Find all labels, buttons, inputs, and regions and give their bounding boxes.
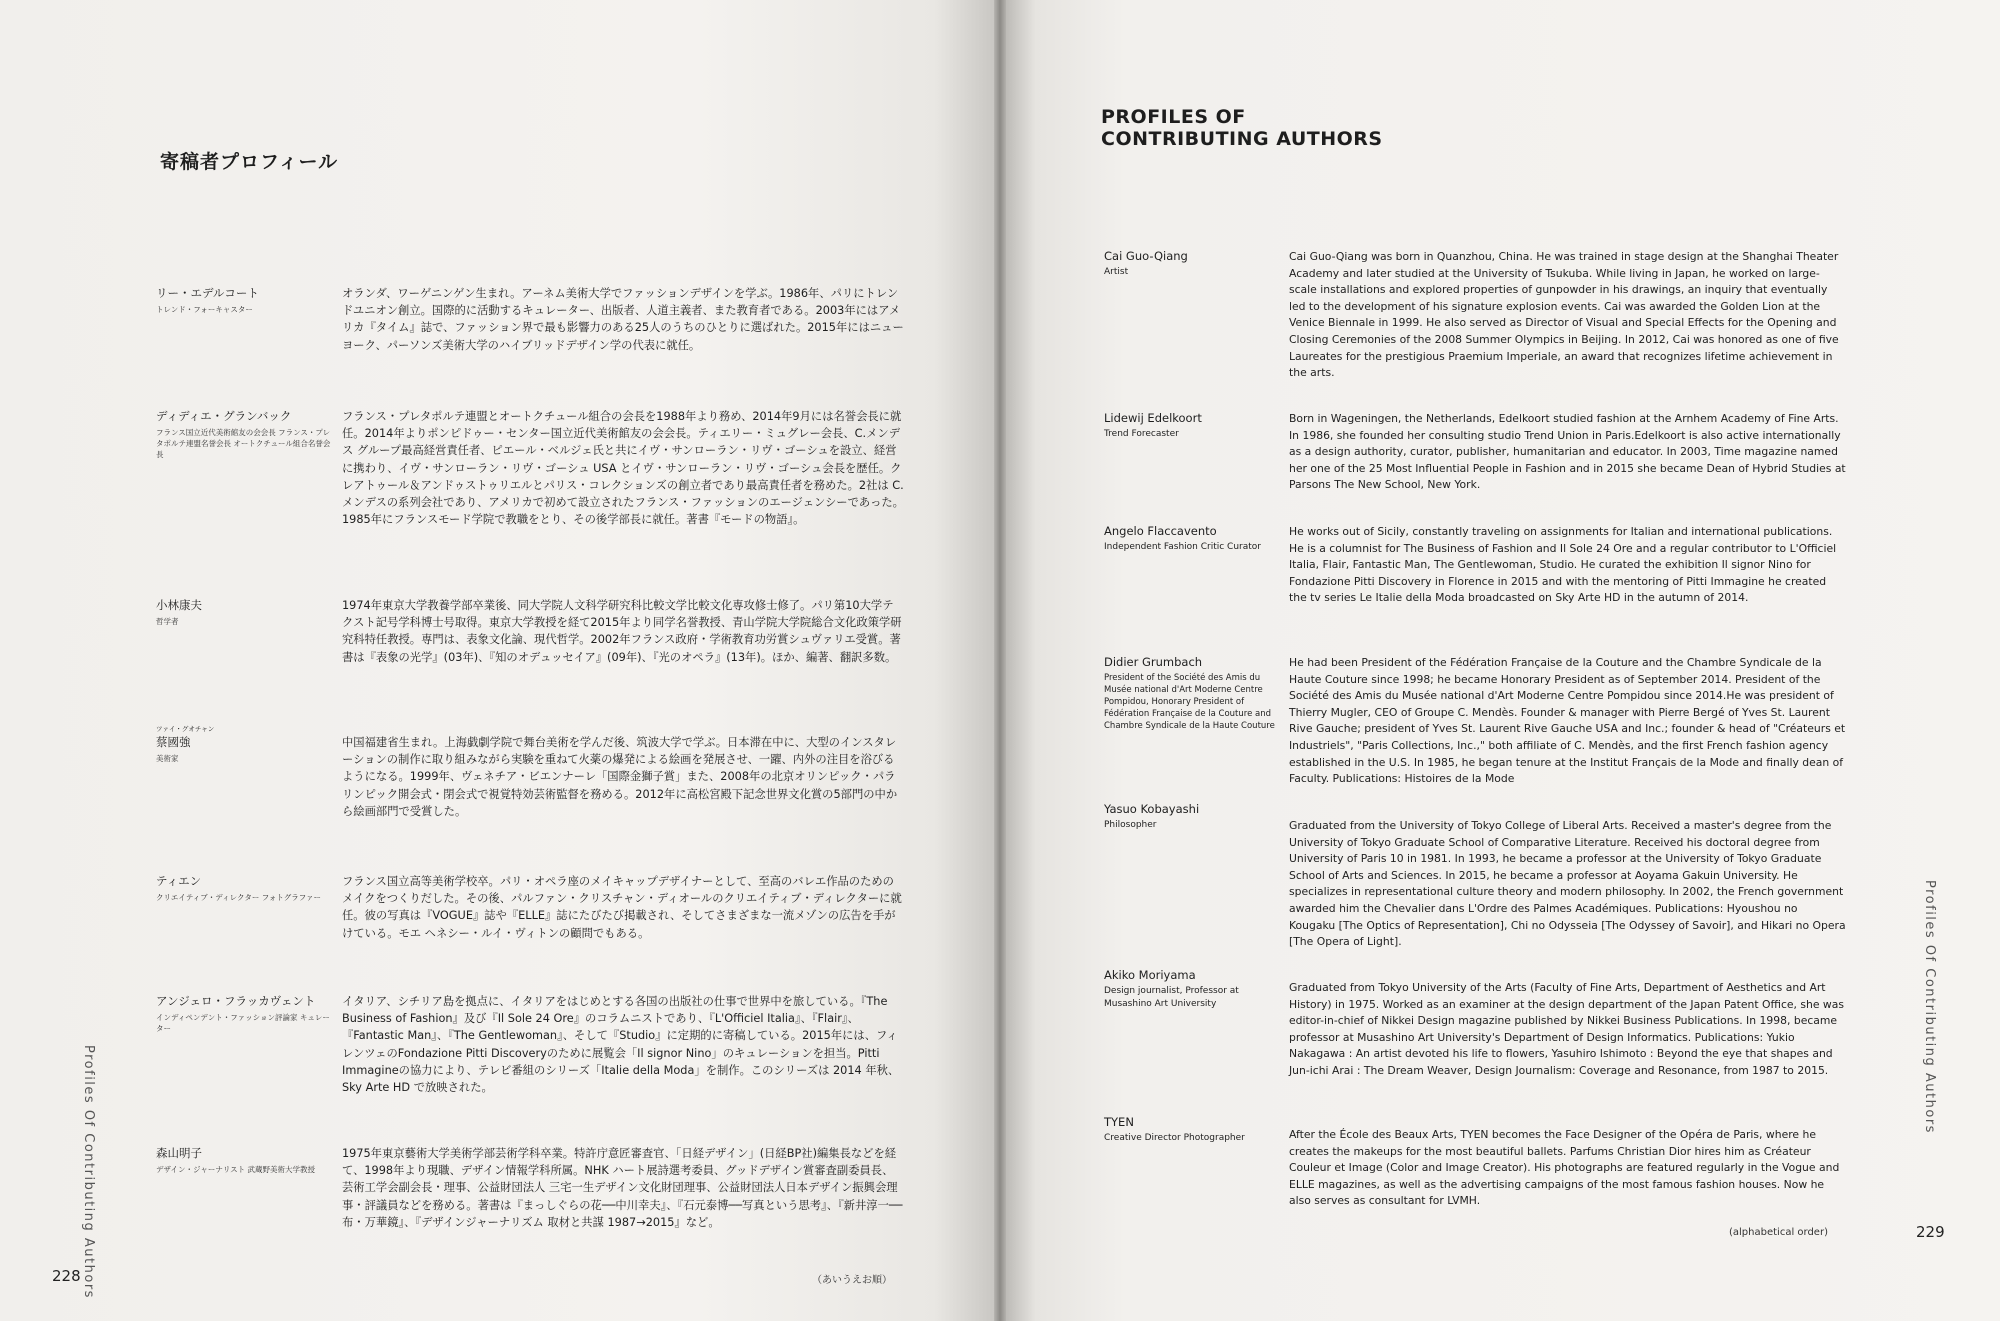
en-entry-name: Lidewij Edelkoort [1104,411,1202,425]
jp-entry-name: 小林康夫 [156,598,202,612]
en-entry-name: Akiko Moriyama [1104,968,1196,982]
en-entry-bio: Cai Guo-Qiang was born in Quanzhou, China. He was trained in stage design at the Shanghai Theater Academy and later studied at the University of Tsukuba. While living in Japan, he worked on large-scale installations and explored properties of gunpowder in his drawings, an inquiry that eventually led to the development of his signature explosion events. Cai was awarded the Golden Lion at the Venice Biennale in 1999. He also served as Director of Visual and Special Effects for the Opening and Closing Ceremonies of the 2008 Summer Olympics in Beijing. In 2012, Cai was honored as one of five Laureates for the prestigious Praemium Imperiale, an award that recognizes lifetime achievement in the arts. [1289,250,1839,380]
english-page-title [1101,106,1383,150]
en-entry-name: Yasuo Kobayashi [1104,802,1200,816]
jp-entry-name-ruby: ツァイ・グオチャン [156,725,215,733]
jp-entry-name: ティエン [156,874,202,888]
jp-entry-bio: 1974年東京大学教養学部卒業後、同大学院人文科学研究科比較文学比較文化専攻修士修了。パリ第10大学テクスト記号学科博士号取得。東京大学教授を経て2015年より同学名誉教授、青山学院大学院総合文化政策学研究科特任教授。専門は、表象文化論、現代哲学。2002年フランス政府・学術教育功労賞シュヴァリエ受賞。著書は『表象の光学』(03年)、『知のオデュッセイア』(09年)、『光のオペラ』(13年)。ほか、編著、翻訳多数。 [342,599,902,664]
jp-entry-name: ディディエ・グランバック [156,409,292,423]
en-entry-role: Independent Fashion Critic Curator [1104,542,1261,552]
en-entry-role: Artist [1104,267,1129,277]
jp-entry-role: デザイン・ジャーナリスト 武蔵野美術大学教授 [156,1165,316,1174]
japanese-page-title: 寄稿者プロフィール [160,151,339,173]
left-page-number: 228 [52,1267,81,1285]
en-entry-role: Creative Director Photographer [1104,1133,1245,1143]
en-entry-bio: Graduated from Tokyo University of the Arts (Faculty of Fine Arts, Department of Aesthetics and Art History) in 1975. Worked as an examiner at the design department of the Japan Patent Office, she was editor-in-chief of Nikkei Design magazine published by Nikkei Business Publications. In 1998, became professor at Musashino Art University's Department of Design Informatics. Publications: Yukio Nakagawa : An artist devoted his life to flowers, Yasuhiro Ishimoto : Beyond the eye that shapes and Jun-ichi Arai : The Dream Weaver, Design Journalism: Coverage and Resonance, from 1987 to 2015. [1289,981,1844,1077]
jp-entry-role: フランス国立近代美術館友の会会長 フランス・プレタポルテ連盟名誉会長 オートクチュール組合名誉会長 [156,428,331,459]
en-entry-role: Design journalist, Professor at Musashino Art University [1104,986,1239,1009]
jp-entry-bio: フランス・プレタポルテ連盟とオートクチュール組合の会長を1988年より務め、2014年9月には名誉会長に就任。2014年よりポンピドゥー・センター国立近代美術館友の会会長。ティエリー・ミュグレー会長、C.メンデス グループ最高経営責任者、ピエール・ベルジェ氏と共にイヴ・サンローラン・リヴ・ゴーシュを設立、経営に携わり、イヴ・サンローラン・リヴ・ゴーシュ USA とイヴ・サンローラン・リヴ・ゴーシュ会長を歴任。クレアトゥール＆アンドゥストゥリエルとパリス・コレクションズの創立者であり最高責任者を務めた。2社は C.メンデスの系列会社であり、アメリカで初めて設立されたフランス・ファッションのエージェンシーであった。1985年にフランスモード学院で教職をとり、その後学部長に就任。著書『モードの物語』。 [342,410,904,527]
en-entry-bio: After the École des Beaux Arts, TYEN becomes the Face Designer of the Opéra de Paris, where he creates the makeups for the most beautiful ballets. Parfums Christian Dior hires him as Créateur Couleur et Image (Color and Image Creator). His photographs are featured regularly in the Vogue and ELLE magazines, as well as the advertising campaigns of the most famous fashion houses. Now he also serves as consultant for LVMH. [1289,1128,1840,1208]
left-side-running-label: Profiles Of Contributing Authors [81,1045,96,1299]
title-line-2: CONTRIBUTING AUTHORS [1101,128,1383,150]
right-page-number: 229 [1916,1223,1945,1241]
jp-entry-role: トレンド・フォーキャスター [156,305,253,314]
jp-entry-bio: 中国福建省生まれ。上海戯劇学院で舞台美術を学んだ後、筑波大学で学ぶ。日本滞在中に、大型のインスタレーションの制作に取り組みながら実験を重ねて火薬の爆発による絵画を発展させ、一躍、内外の注目を浴びるようになる。1999年、ヴェネチア・ビエンナーレ「国際金獅子賞」また、2008年の北京オリンピック・パラリンピック開会式・閉会式で視覚特効芸術監督を務める。2012年に高松宮殿下記念世界文化賞の5部門の中から絵画部門で受賞した。 [342,736,898,818]
jp-entry-role: 美術家 [156,754,179,763]
jp-entry-bio: 1975年東京藝術大学美術学部芸術学科卒業。特許庁意匠審査官、「日経デザイン」(日経BP社)編集長などを経て、1998年より現職、デザイン情報学科所属。NHK ハート展詩選考委員、グッドデザイン賞審査副委員長、芸術工学会副会長・理事、公益財団法人 三宅一生デザイン文化財団理事、公益財団法人日本デザイン振興会理事・評議員などを務める。著書は『まっしぐらの花──中川幸夫』、『石元泰博──写真という思考』、『新井淳一──布・万華鏡』、『デザインジャーナリズム 取材と共謀 1987→2015』など。 [342,1147,903,1229]
en-entry-role: Trend Forecaster [1104,429,1179,439]
left-order-note: （あいうえお順） [812,1275,892,1286]
en-entry-name: Cai Guo-Qiang [1104,249,1188,263]
right-order-note: (alphabetical order) [1729,1227,1828,1238]
en-entry-name: Angelo Flaccavento [1104,524,1217,538]
book-gutter [994,0,1006,1321]
jp-entry-bio: フランス国立高等美術学校卒。パリ・オペラ座のメイキャップデザイナーとして、至高のバレエ作品のためのメイクをつくりだした。その後、パルファン・クリスチャン・ディオールのクリエイティブ・ディレクターに就任。彼の写真は『VOGUE』誌や『ELLE』誌にたびたび掲載され、そしてさまざまな一流メゾンの広告を手がけている。モエ ヘネシー・ルイ・ヴィトンの顧問でもある。 [342,875,902,940]
jp-entry-name: リー・エデルコート [156,286,259,300]
jp-entry-bio: オランダ、ワーゲニンゲン生まれ。アーネム美術大学でファッションデザインを学ぶ。1986年、パリにトレンドユニオン創立。国際的に活動するキュレーター、出版者、人道主義者、また教育者である。2003年にはアメリカ『タイム』誌で、ファッション界で最も影響力のある25人のうちのひとりに選ばれた。2015年にはニューヨーク、パーソンズ美術大学のハイブリッドデザイン学の代表に就任。 [342,287,904,352]
jp-entry-name: 蔡國強 [156,735,191,749]
en-entry-bio: He had been President of the Fédération Française de la Couture and the Chambre Syndicale de la Haute Couture since 1998; he became Honorary President as of September 2014. President of the Société des Amis du Musée national d'Art Moderne Centre Pompidou since 2014.He was president of Thierry Mugler, CEO of Groupe C. Mendès. Founder & manager with Pierre Bergé of Yves St. Laurent Rive Gauche; president of Yves St. Laurent Rive Gauche USA and Inc.; founder & head of "Créateurs et Industriels", "Paris Collections, Inc.," both affiliate of C. Mendès, and the first French fashion agency established in the U.S. In 1985, he began tenure at the Institut Français de la Mode and finally dean of Faculty. Publications: Histoires de la Mode [1289,656,1846,786]
title-line-1: PROFILES OF [1101,106,1246,128]
en-entry-name: TYEN [1104,1115,1134,1129]
jp-entry-name: アンジェロ・フラッカヴェント [156,994,316,1008]
en-entry-role: Philosopher [1104,820,1157,830]
jp-entry-role: 哲学者 [156,617,179,626]
en-entry-bio: He works out of Sicily, constantly traveling on assignments for Italian and international publications. He is a columnist for The Business of Fashion and Il Sole 24 Ore and a regular contributor to L'Officiel Italia, Flair, Fantastic Man, The Gentlewoman, Studio. He curated the exhibition Il signor Nino for Fondazione Pitti Discovery in Florence in 2015 and with the mentoring of Pitti Immagine he created the tv series Le Italie della Moda broadcasted on Sky Arte HD in the autumn of 2014. [1289,525,1837,605]
en-entry-bio: Graduated from the University of Tokyo College of Liberal Arts. Received a master's degree from the University of Tokyo Graduate School of Comparative Literature. Received his doctoral degree from University of Paris 10 in 1981. In 1993, he became a professor at the University of Tokyo Graduate School of Arts and Sciences. In 2015, he became a professor at Aoyama Gakuin University. He specializes in representational culture theory and modern philosophy. In 2002, the French government awarded him the Chevalier dans L'Ordre des Palmes Académiques. Publications: Hyoushou no Kougaku [The Optics of Representation], Chi no Odysseia [The Odyssey of Savoir], and Hikari no Opera [The Opera of Light]. [1289,819,1846,949]
jp-entry-role: インディペンデント・ファッション評論家 キュレーター [156,1013,330,1033]
en-entry-name: Didier Grumbach [1104,655,1203,669]
en-entry-bio: Born in Wageningen, the Netherlands, Edelkoort studied fashion at the Arnhem Academy of Fine Arts. In 1986, she founded her consulting studio Trend Union in Paris.Edelkoort is also active internationally as a design authority, curator, publisher, humanitarian and educator. In 2003, Time magazine named her one of the 25 Most Influential People in Fashion and in 2015 she became Dean of Hybrid Studies at Parsons The New School, New York. [1289,412,1846,492]
jp-entry-role: クリエイティブ・ディレクター フォトグラファー [156,893,322,902]
en-entry-role: President of the Société des Amis du Musée national d'Art Moderne Centre Pompidou, Honorary President of Fédération Française de la Couture and Chambre Syndicale de la Haute Couture [1104,673,1275,731]
right-side-running-label: Profiles Of Contributing Authors [1922,880,1937,1134]
jp-entry-name: 森山明子 [156,1146,202,1160]
jp-entry-bio: イタリア、シチリア島を拠点に、イタリアをはじめとする各国の出版社の仕事で世界中を旅している。『The Business of Fashion』及び『Il Sole 24 Ore』のコラムニストであり、『L'Officiel Italia』、『Flair』、『Fantastic Man』、『The Gentlewoman』、そして『Studio』に定期的に寄稿している。2015年には、フィレンツェのFondazione Pitti Discoveryのために展覧会「Il signor Nino」のキュレーションを担当。Pitti Immagineの協力により、テレビ番組のシリーズ「Italie della Moda」を制作。このシリーズは 2014 年秋、Sky Arte HD で放映された。 [342,995,900,1095]
